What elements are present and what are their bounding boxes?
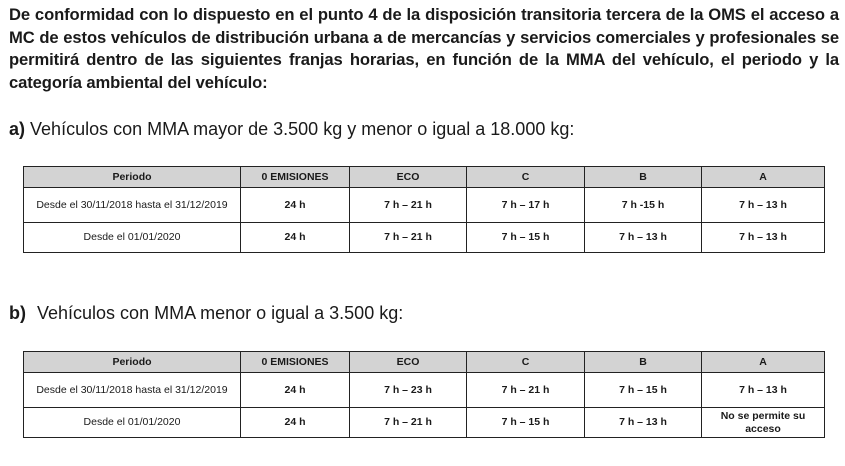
- cell-eco: 7 h – 21 h: [350, 223, 467, 253]
- table-row: [24, 188, 825, 223]
- header-a: A: [702, 352, 825, 373]
- header-periodo: Periodo: [24, 167, 241, 188]
- cell-c: 7 h – 21 h: [467, 373, 585, 408]
- table-row: [24, 223, 825, 253]
- cell-eco: 7 h – 21 h: [350, 408, 467, 438]
- header-b: B: [585, 167, 702, 188]
- table-row: [24, 408, 825, 438]
- cell-a: 7 h – 13 h: [702, 223, 825, 253]
- table-section-b: [23, 351, 825, 438]
- cell-periodo: Desde el 01/01/2020: [24, 408, 241, 438]
- cell-cero-emisiones: 24 h: [241, 188, 350, 223]
- section-a-letter: a): [9, 119, 26, 139]
- cell-c: 7 h – 15 h: [467, 408, 585, 438]
- cell-periodo: Desde el 30/11/2018 hasta el 31/12/2019: [24, 373, 241, 408]
- section-b-heading: [9, 303, 403, 324]
- cell-b: 7 h – 13 h: [585, 223, 702, 253]
- section-b-letter: b): [9, 303, 26, 323]
- table-a-header-row: [24, 167, 825, 188]
- table-b-header-row: [24, 352, 825, 373]
- header-c: C: [467, 167, 585, 188]
- section-a-title: Vehículos con MMA mayor de 3.500 kg y menor o igual a 18.000 kg:: [30, 119, 575, 139]
- cell-a: 7 h – 13 h: [702, 373, 825, 408]
- cell-a: No se permite su acceso: [702, 408, 825, 438]
- cell-c: 7 h – 15 h: [467, 223, 585, 253]
- cell-periodo: Desde el 01/01/2020: [24, 223, 241, 253]
- cell-cero-emisiones: 24 h: [241, 408, 350, 438]
- section-a-heading: [9, 119, 574, 140]
- header-c: C: [467, 352, 585, 373]
- header-cero-emisiones: 0 EMISIONES: [241, 352, 350, 373]
- header-cero-emisiones: 0 EMISIONES: [241, 167, 350, 188]
- cell-eco: 7 h – 21 h: [350, 188, 467, 223]
- header-a: A: [702, 167, 825, 188]
- header-b: B: [585, 352, 702, 373]
- header-eco: ECO: [350, 352, 467, 373]
- cell-eco: 7 h – 23 h: [350, 373, 467, 408]
- cell-b: 7 h – 15 h: [585, 373, 702, 408]
- section-b-title: Vehículos con MMA menor o igual a 3.500 kg:: [37, 303, 404, 323]
- cell-b: 7 h -15 h: [585, 188, 702, 223]
- intro-paragraph: De conformidad con lo dispuesto en el punto 4 de la disposición transitoria tercera de la OMS el acceso a MC de estos vehículos de distribución urbana a de mercancías y servicios comerciales y profesionales se permitirá dentro de las siguientes franjas horarias, en función de la MMA del vehículo, el periodo y la categoría ambiental del vehículo:: [9, 5, 839, 92]
- cell-b: 7 h – 13 h: [585, 408, 702, 438]
- cell-cero-emisiones: 24 h: [241, 223, 350, 253]
- cell-periodo: Desde el 30/11/2018 hasta el 31/12/2019: [24, 188, 241, 223]
- table-section-a: [23, 166, 825, 253]
- header-periodo: Periodo: [24, 352, 241, 373]
- cell-a: 7 h – 13 h: [702, 188, 825, 223]
- table-row: [24, 373, 825, 408]
- header-eco: ECO: [350, 167, 467, 188]
- cell-cero-emisiones: 24 h: [241, 373, 350, 408]
- cell-c: 7 h – 17 h: [467, 188, 585, 223]
